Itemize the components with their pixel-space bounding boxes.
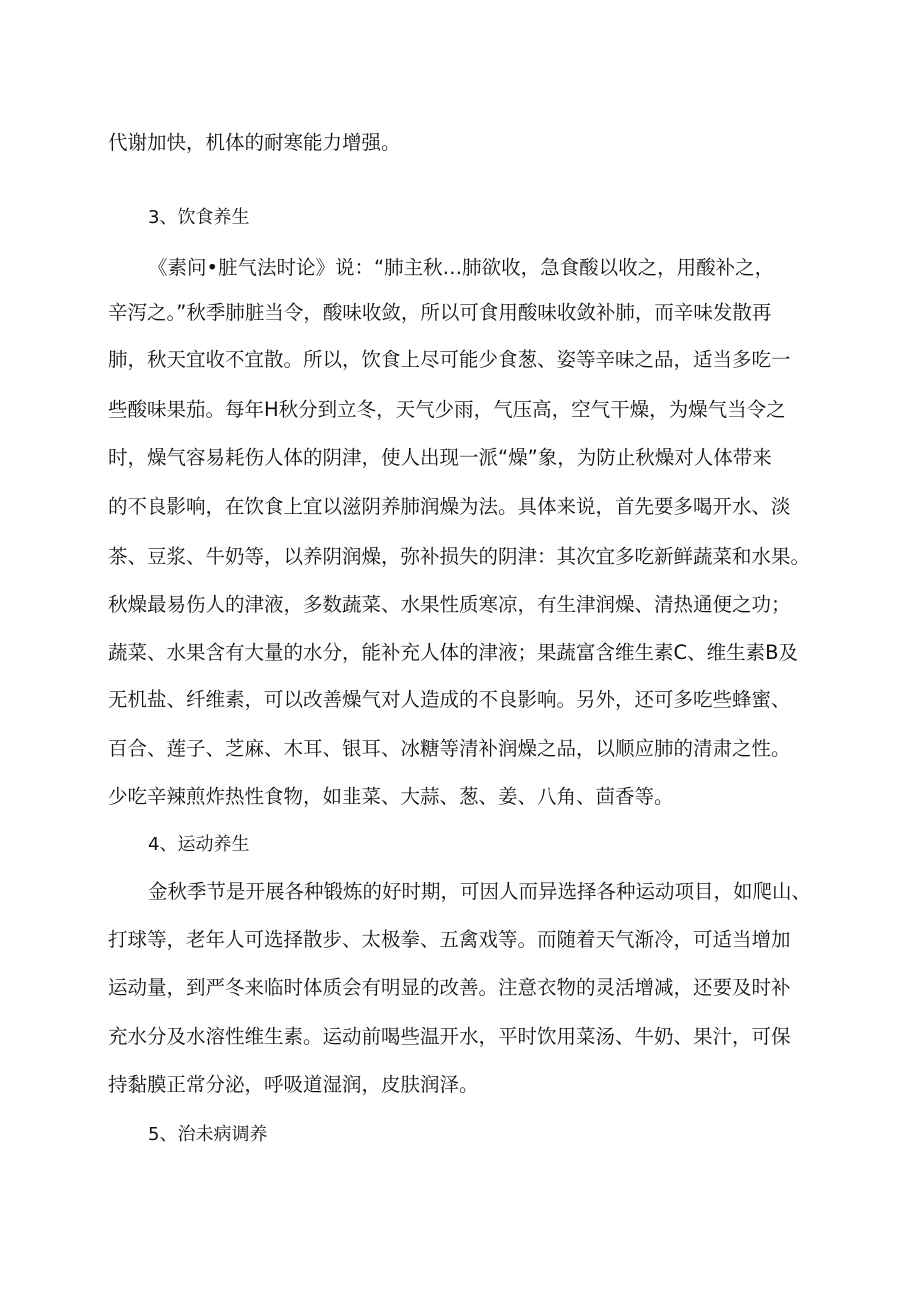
section-3-heading: 3、饮食养生 <box>148 207 250 228</box>
section-4-heading: 4、运动养生 <box>148 834 250 855</box>
section-3-paragraph-line: 《素问•脏气法时论》说：“肺主秋…肺欲收，急食酸以收之，用酸补之， <box>148 256 775 279</box>
section-4-paragraph-line: 充水分及水溶性维生素。运动前喝些温开水，平时饮用菜汤、牛奶、果汁，可保 <box>108 1025 791 1048</box>
section-3-paragraph-line: 秋燥最易伤人的津液，多数蔬菜、水果性质寒凉，有生津润燥、清热通便之功； <box>108 593 791 616</box>
section-3-paragraph-line: 肺，秋天宜收不宜散。所以，饮食上尽可能少食葱、姿等辛味之品，适当多吃一 <box>108 348 791 371</box>
intro-text-line: 代谢加快，机体的耐寒能力增强。 <box>108 131 401 154</box>
section-3-paragraph-line: 的不良影响，在饮食上宜以滋阴养肺润燥为法。具体来说，首先要多喝开水、淡 <box>108 495 791 518</box>
section-3-paragraph-line: 时，燥气容易耗伤人体的阴津，使人出现一派“燥”象，为防止秋燥对人体带来 <box>108 446 772 469</box>
section-3-paragraph-line: 辛泻之。”秋季肺脏当令，酸味收敛，所以可食用酸味收敛补肺，而辛味发散再 <box>108 301 772 324</box>
section-3-paragraph-line: 蔬菜、水果含有大量的水分，能补充人体的津液；果蔬富含维生素C、维生素B及 <box>108 641 798 664</box>
section-4-paragraph-line: 运动量，到严冬来临时体质会有明显的改善。注意衣物的灵活增减，还要及时补 <box>108 976 791 999</box>
section-4-paragraph-line: 金秋季节是开展各种锻炼的好时期，可因人而异选择各种运动项目，如爬山、 <box>148 880 812 903</box>
section-3-paragraph-line: 茶、豆浆、牛奶等，以养阴润燥，弥补损失的阴津：其次宜多吃新鲜蔬菜和水果。 <box>108 545 811 568</box>
section-3-paragraph-line: 无机盐、纤维素，可以改善燥气对人造成的不良影响。另外，还可多吃些蜂蜜、 <box>108 688 791 711</box>
section-4-paragraph-line: 持黏膜正常分泌，呼吸道湿润，皮肤润泽。 <box>108 1073 479 1096</box>
section-3-paragraph-line: 些酸味果茄。每年H秋分到立冬，天气少雨，气压高，空气干燥，为燥气当令之 <box>108 398 786 421</box>
section-4-paragraph-line: 打球等，老年人可选择散步、太极拳、五禽戏等。而随着天气渐冷，可适当增加 <box>108 928 791 951</box>
section-3-paragraph-line: 少吃辛辣煎炸热性食物，如韭菜、大蒜、葱、姜、八角、茴香等。 <box>108 785 674 808</box>
section-5-heading: 5、治未病调养 <box>148 1124 268 1145</box>
section-3-paragraph-line: 百合、莲子、芝麻、木耳、银耳、冰糖等清补润燥之品，以顺应肺的清肃之性。 <box>108 737 791 760</box>
